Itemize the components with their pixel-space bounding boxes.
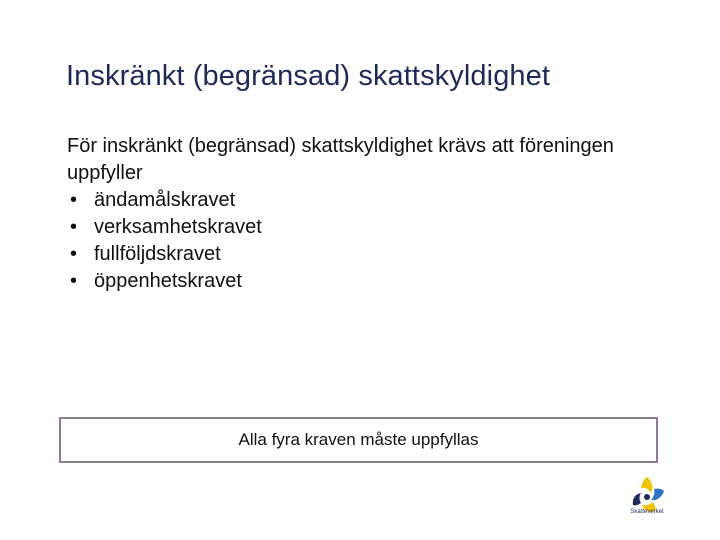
slide-title: Inskränkt (begränsad) skattskyldighet bbox=[66, 60, 551, 92]
bullet-icon: • bbox=[70, 216, 78, 238]
list-item-label: ändamålskravet bbox=[94, 189, 236, 211]
logo-text: Skatteverket bbox=[630, 509, 664, 515]
list-item bbox=[67, 268, 667, 295]
bullet-icon: • bbox=[70, 189, 78, 211]
note-text: Alla fyra kraven måste uppfyllas bbox=[238, 430, 479, 449]
slide-body bbox=[67, 133, 667, 295]
list-item bbox=[67, 187, 667, 214]
bullet-icon: • bbox=[70, 270, 78, 292]
list-item-label: fullföljdskravet bbox=[94, 243, 221, 265]
requirements-list bbox=[67, 187, 667, 295]
bullet-icon: • bbox=[70, 243, 78, 265]
list-item-label: öppenhetskravet bbox=[94, 270, 242, 292]
list-item-label: verksamhetskravet bbox=[94, 216, 262, 238]
note-box bbox=[59, 417, 658, 463]
list-item bbox=[67, 214, 667, 241]
list-item bbox=[67, 241, 667, 268]
intro-text: För inskränkt (begränsad) skattskyldighet krävs att föreningen uppfyller bbox=[67, 135, 614, 184]
